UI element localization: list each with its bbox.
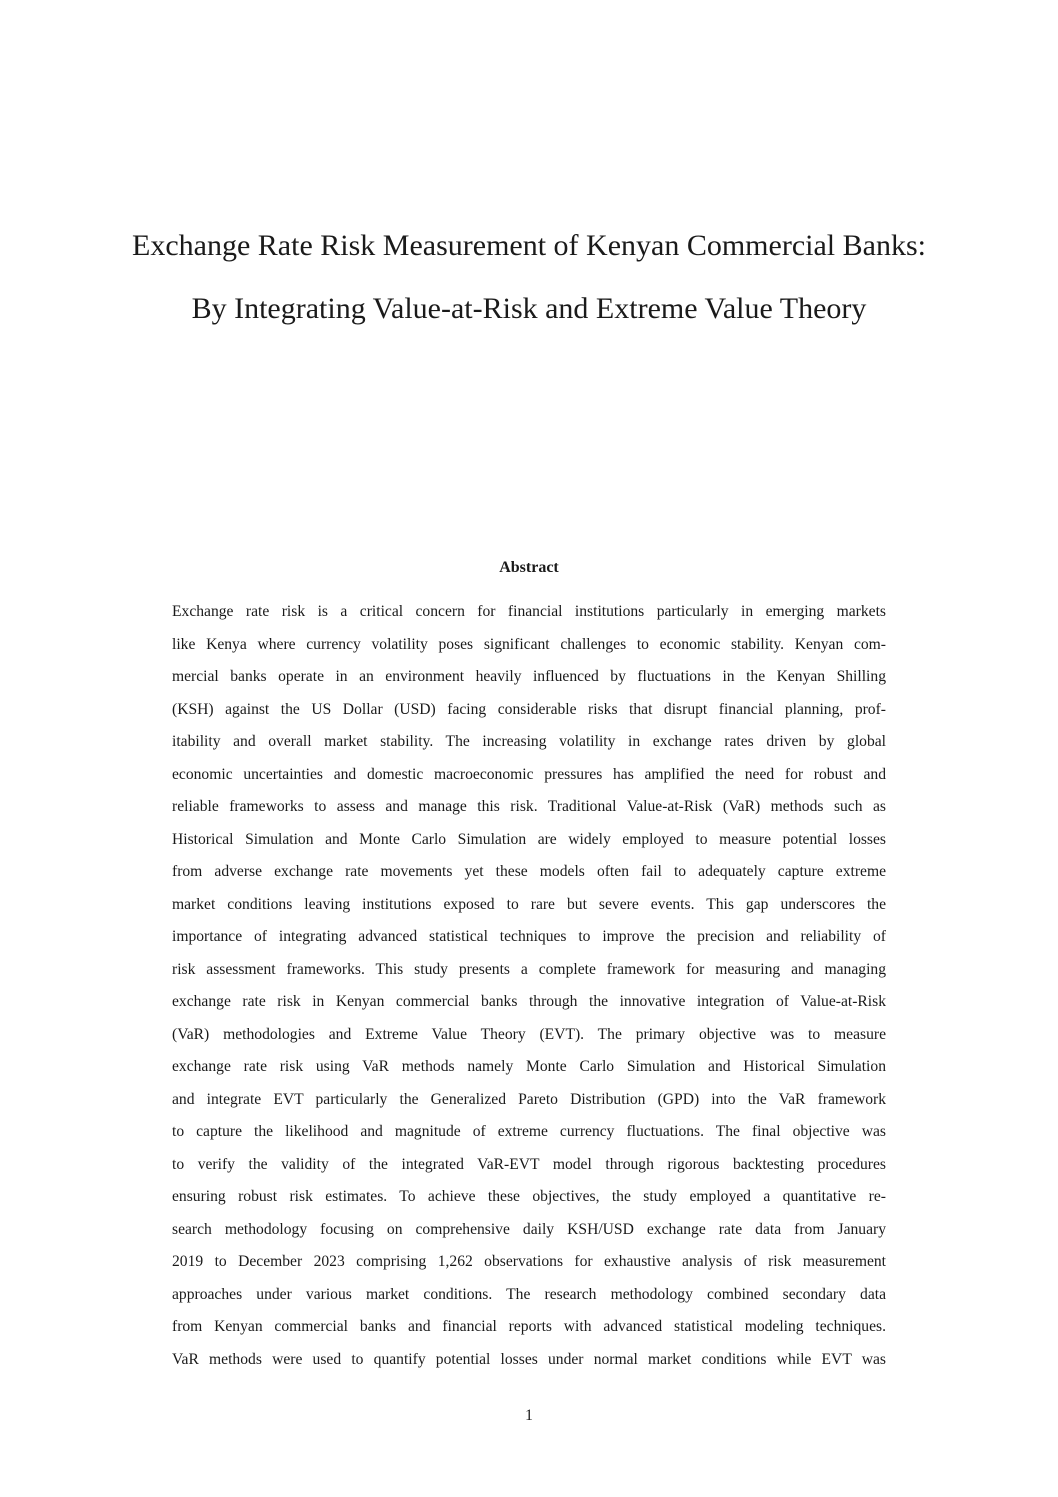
abstract-line: Exchange rate risk is a critical concern for financial institutions particularly in emerging markets <box>172 603 886 620</box>
abstract-line: itability and overall market stability. The increasing volatility in exchange rates driven by global <box>172 733 886 750</box>
abstract-line: reliable frameworks to assess and manage this risk. Traditional Value-at-Risk (VaR) methods such as <box>172 798 886 815</box>
abstract-line: market conditions leaving institutions exposed to rare but severe events. This gap underscores the <box>172 895 886 913</box>
abstract-line: to verify the validity of the integrated VaR-EVT model through rigorous backtesting procedures <box>172 1155 886 1173</box>
page-number: 1 <box>525 1407 533 1424</box>
abstract-line: economic uncertainties and domestic macroeconomic pressures has amplified the need for robust and <box>172 765 886 783</box>
abstract-line: search methodology focusing on comprehensive daily KSH/USD exchange rate data from January <box>172 1220 886 1238</box>
abstract-body <box>172 596 886 1376</box>
abstract-line: ensuring robust risk estimates. To achieve these objectives, the study employed a quantitative re- <box>172 1188 886 1205</box>
abstract-line: Historical Simulation and Monte Carlo Simulation are widely employed to measure potential losses <box>172 830 886 848</box>
abstract-line: importance of integrating advanced statistical techniques to improve the precision and reliability of <box>172 928 886 945</box>
paper-title <box>0 214 1058 340</box>
abstract-line: risk assessment frameworks. This study presents a complete framework for measuring and managing <box>172 960 886 978</box>
abstract-line: from Kenyan commercial banks and financial reports with advanced statistical modeling techniques. <box>172 1318 886 1335</box>
abstract-line: VaR methods were used to quantify potential losses under normal market conditions while EVT was <box>172 1350 886 1368</box>
abstract-line: exchange rate risk using VaR methods namely Monte Carlo Simulation and Historical Simulation <box>172 1058 886 1075</box>
abstract-heading: Abstract <box>499 559 559 576</box>
abstract-line: 2019 to December 2023 comprising 1,262 observations for exhaustive analysis of risk measurement <box>172 1253 886 1270</box>
abstract-line: mercial banks operate in an environment heavily influenced by fluctuations in the Kenyan Shilling <box>172 668 886 685</box>
abstract-line: approaches under various market conditions. The research methodology combined secondary data <box>172 1285 886 1303</box>
abstract-line: and integrate EVT particularly the Generalized Pareto Distribution (GPD) into the VaR framework <box>172 1090 886 1108</box>
abstract-line: like Kenya where currency volatility poses significant challenges to economic stability. Kenyan com- <box>172 635 886 653</box>
title-line-2: By Integrating Value-at-Risk and Extreme Value Theory <box>191 292 867 325</box>
abstract-line: (KSH) against the US Dollar (USD) facing considerable risks that disrupt financial planning, prof- <box>172 700 886 718</box>
abstract-line: exchange rate risk in Kenyan commercial banks through the innovative integration of Value-at-Risk <box>172 993 886 1010</box>
abstract-line: to capture the likelihood and magnitude of extreme currency fluctuations. The final objective was <box>172 1123 886 1140</box>
title-line-1: Exchange Rate Risk Measurement of Kenyan Commercial Banks: <box>132 229 926 262</box>
abstract-line: from adverse exchange rate movements yet these models often fail to adequately capture extreme <box>172 863 886 880</box>
abstract-line: (VaR) methodologies and Extreme Value Theory (EVT). The primary objective was to measure <box>172 1025 886 1043</box>
